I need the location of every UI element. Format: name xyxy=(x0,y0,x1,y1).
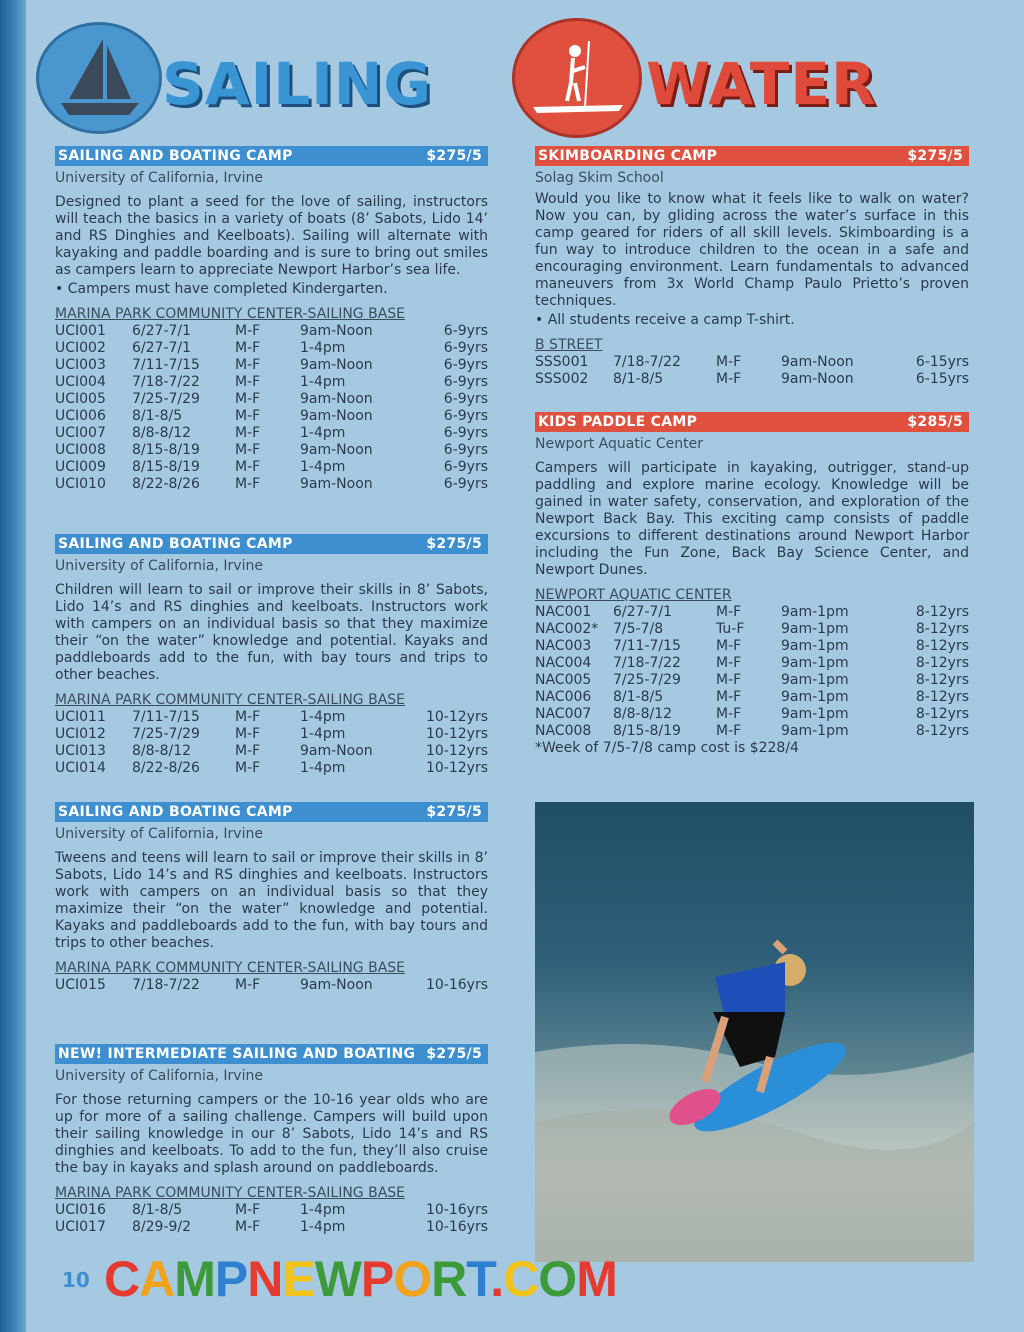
camp-description: Children will learn to sail or improve their skills in 8’ Sabots, Lido 14’s and RS dinghies and keelboats. Instructors work with campers on an individual basis so that they maximize their “on the water” knowledge and potential. Kayaks and paddleboards add to the fun, with bay tours and trips to other beaches. xyxy=(55,582,488,683)
session-days: M-F xyxy=(716,723,742,739)
session-code: UCI006 xyxy=(55,408,106,424)
session-row xyxy=(55,425,488,442)
session-time: 9am-1pm xyxy=(781,723,849,739)
session-days: M-F xyxy=(716,655,742,671)
camp-section-1 xyxy=(55,146,488,493)
logo-letter: C xyxy=(503,1251,539,1307)
session-time: 1-4pm xyxy=(300,1202,346,1218)
session-code: UCI008 xyxy=(55,442,106,458)
session-row xyxy=(55,459,488,476)
camp-price: $275/5 xyxy=(907,148,963,164)
session-days: M-F xyxy=(235,374,261,390)
camp-bullet: • Campers must have completed Kindergarten. xyxy=(55,281,388,297)
camp-description: Campers will participate in kayaking, outrigger, stand-up paddling and explore marine ecology. Knowledge will be gained in water safety, conservation, and exploration of the Newport Back Bay. This exciting camp consists of paddle excursions to different destinations around Newport Harbor including the Fun Zone, Back Bay Science Center, and Newport Dunes. xyxy=(535,460,969,578)
session-code: UCI001 xyxy=(55,323,106,339)
session-ages: 8-12yrs xyxy=(915,655,969,671)
session-dates: 7/11-7/15 xyxy=(132,357,200,373)
session-table xyxy=(55,1202,488,1236)
camp-title: SAILING AND BOATING CAMP xyxy=(58,148,293,164)
session-days: M-F xyxy=(235,442,261,458)
session-ages: 6-9yrs xyxy=(443,408,488,424)
logo-letter: C xyxy=(104,1251,140,1307)
session-ages: 8-12yrs xyxy=(915,706,969,722)
session-time: 1-4pm xyxy=(300,340,346,356)
camp-provider: Solag Skim School xyxy=(535,170,664,186)
session-ages: 10-12yrs xyxy=(425,726,488,742)
session-time: 9am-Noon xyxy=(300,391,373,407)
session-days: M-F xyxy=(235,709,261,725)
session-code: NAC005 xyxy=(535,672,592,688)
session-days: M-F xyxy=(716,689,742,705)
session-time: 9am-Noon xyxy=(300,476,373,492)
session-time: 1-4pm xyxy=(300,709,346,725)
session-code: NAC006 xyxy=(535,689,592,705)
paddleboarder-icon xyxy=(512,18,642,138)
camp-note: *Week of 7/5-7/8 camp cost is $228/4 xyxy=(535,740,799,756)
camp-title: NEW! INTERMEDIATE SAILING AND BOATING xyxy=(58,1046,416,1062)
session-code: NAC007 xyxy=(535,706,592,722)
session-days: M-F xyxy=(716,371,742,387)
session-ages: 10-16yrs xyxy=(425,977,488,993)
logo-letter: E xyxy=(282,1251,315,1307)
session-time: 9am-1pm xyxy=(781,655,849,671)
session-time: 1-4pm xyxy=(300,726,346,742)
camp-provider: Newport Aquatic Center xyxy=(535,436,703,452)
session-code: UCI013 xyxy=(55,743,106,759)
session-row xyxy=(535,706,969,723)
session-time: 1-4pm xyxy=(300,760,346,776)
session-days: M-F xyxy=(235,323,261,339)
camp-section-4 xyxy=(55,1044,488,1236)
session-code: NAC001 xyxy=(535,604,592,620)
session-row xyxy=(535,723,969,740)
session-time: 9am-1pm xyxy=(781,706,849,722)
session-time: 9am-Noon xyxy=(781,371,854,387)
session-row xyxy=(55,340,488,357)
logo-letter: M xyxy=(576,1251,617,1307)
session-code: UCI017 xyxy=(55,1219,106,1235)
session-dates: 7/18-7/22 xyxy=(613,354,681,370)
session-time: 9am-1pm xyxy=(781,604,849,620)
session-code: SSS002 xyxy=(535,371,589,387)
session-ages: 10-16yrs xyxy=(425,1219,488,1235)
session-ages: 10-12yrs xyxy=(425,709,488,725)
session-code: NAC003 xyxy=(535,638,592,654)
session-ages: 6-9yrs xyxy=(443,340,488,356)
session-row xyxy=(55,1219,488,1236)
camp-provider: University of California, Irvine xyxy=(55,1068,263,1084)
camp-section-3 xyxy=(55,802,488,994)
session-table xyxy=(55,709,488,777)
session-days: M-F xyxy=(716,638,742,654)
logo-letter: . xyxy=(490,1251,504,1307)
session-ages: 6-9yrs xyxy=(443,425,488,441)
camp-bullet: • All students receive a camp T-shirt. xyxy=(535,312,795,328)
session-time: 9am-Noon xyxy=(300,442,373,458)
session-days: Tu-F xyxy=(716,621,745,637)
session-code: UCI012 xyxy=(55,726,106,742)
session-code: UCI004 xyxy=(55,374,106,390)
session-time: 9am-Noon xyxy=(300,357,373,373)
session-dates: 7/18-7/22 xyxy=(613,655,681,671)
session-time: 1-4pm xyxy=(300,459,346,475)
session-time: 9am-Noon xyxy=(781,354,854,370)
camp-description: Designed to plant a seed for the love of sailing, instructors will teach the basics in a variety of boats (8’ Sabots, Lido 14’ and RS Dinghies and Keelboats). Sailing will alternate with kayaking and paddle boarding and is sure to bring out smiles as campers learn to appreciate Newport Harbor’s sea life. xyxy=(55,194,488,278)
session-dates: 8/29-9/2 xyxy=(132,1219,192,1235)
session-days: M-F xyxy=(235,1202,261,1218)
session-code: UCI010 xyxy=(55,476,106,492)
session-time: 9am-1pm xyxy=(781,689,849,705)
session-dates: 6/27-7/1 xyxy=(132,340,192,356)
session-code: UCI009 xyxy=(55,459,106,475)
session-days: M-F xyxy=(235,459,261,475)
camp-price: $275/5 xyxy=(426,536,482,552)
session-code: UCI007 xyxy=(55,425,106,441)
session-time: 9am-Noon xyxy=(300,743,373,759)
session-row xyxy=(55,726,488,743)
camp-location: B STREET xyxy=(535,337,603,353)
logo-letter: P xyxy=(214,1251,248,1307)
session-ages: 8-12yrs xyxy=(915,638,969,654)
session-days: M-F xyxy=(716,706,742,722)
logo-letter: T xyxy=(466,1251,491,1307)
session-ages: 8-12yrs xyxy=(915,723,969,739)
logo-letter: R xyxy=(431,1251,467,1307)
session-row xyxy=(535,655,969,672)
session-dates: 8/1-8/5 xyxy=(613,371,664,387)
camp-provider: University of California, Irvine xyxy=(55,170,263,186)
camp-description: Tweens and teens will learn to sail or improve their skills in 8’ Sabots, Lido 14’s and RS dinghies and keelboats. Instructors work with campers on an individual basis so that they maximize their “on the water” knowledge and potential. Kayaks and paddleboards add to the fun, with bay tours and trips to other beaches. xyxy=(55,850,488,951)
session-ages: 8-12yrs xyxy=(915,604,969,620)
session-dates: 8/15-8/19 xyxy=(613,723,681,739)
logo-letter: N xyxy=(247,1251,283,1307)
session-row xyxy=(55,323,488,340)
camp-price: $275/5 xyxy=(426,804,482,820)
session-days: M-F xyxy=(235,1219,261,1235)
session-code: NAC008 xyxy=(535,723,592,739)
camp-title: SAILING AND BOATING CAMP xyxy=(58,804,293,820)
session-time: 9am-1pm xyxy=(781,672,849,688)
camp-provider: University of California, Irvine xyxy=(55,558,263,574)
logo-letter: O xyxy=(393,1251,432,1307)
session-ages: 6-15yrs xyxy=(915,354,969,370)
session-days: M-F xyxy=(716,672,742,688)
session-time: 9am-Noon xyxy=(300,323,373,339)
session-row xyxy=(535,689,969,706)
camp-title-bar xyxy=(55,534,488,554)
session-table xyxy=(55,977,488,994)
session-row xyxy=(535,672,969,689)
session-table xyxy=(55,323,488,493)
session-ages: 6-9yrs xyxy=(443,442,488,458)
session-row xyxy=(535,354,969,371)
camp-title-bar xyxy=(55,146,488,166)
session-row xyxy=(535,638,969,655)
session-days: M-F xyxy=(235,391,261,407)
skimboarder-photo xyxy=(535,802,974,1262)
session-time: 9am-1pm xyxy=(781,621,849,637)
logo-letter: M xyxy=(174,1251,215,1307)
session-row xyxy=(55,442,488,459)
session-ages: 6-15yrs xyxy=(915,371,969,387)
session-code: UCI005 xyxy=(55,391,106,407)
sailing-title: SAILING xyxy=(162,50,432,118)
session-ages: 6-9yrs xyxy=(443,459,488,475)
camp-location: MARINA PARK COMMUNITY CENTER-SAILING BASE xyxy=(55,960,406,976)
camp-location: MARINA PARK COMMUNITY CENTER-SAILING BASE xyxy=(55,692,406,708)
session-row xyxy=(535,604,969,621)
session-days: M-F xyxy=(235,357,261,373)
session-time: 9am-1pm xyxy=(781,638,849,654)
session-days: M-F xyxy=(235,340,261,356)
session-code: UCI011 xyxy=(55,709,106,725)
session-days: M-F xyxy=(235,476,261,492)
session-dates: 8/1-8/5 xyxy=(613,689,664,705)
session-ages: 10-16yrs xyxy=(425,1202,488,1218)
session-dates: 7/25-7/29 xyxy=(132,391,200,407)
session-dates: 8/22-8/26 xyxy=(132,476,200,492)
logo-letter: P xyxy=(360,1251,394,1307)
camp-location: NEWPORT AQUATIC CENTER xyxy=(535,587,732,603)
camp-price: $275/5 xyxy=(426,148,482,164)
session-row xyxy=(55,408,488,425)
session-days: M-F xyxy=(235,408,261,424)
session-time: 9am-Noon xyxy=(300,977,373,993)
session-row xyxy=(55,476,488,493)
session-ages: 6-9yrs xyxy=(443,391,488,407)
camp-title: KIDS PADDLE CAMP xyxy=(538,414,698,430)
session-table xyxy=(535,354,969,388)
session-dates: 7/25-7/29 xyxy=(613,672,681,688)
session-row xyxy=(55,391,488,408)
session-ages: 6-9yrs xyxy=(443,323,488,339)
session-row xyxy=(535,621,969,638)
camp-title-bar xyxy=(535,146,969,166)
session-row xyxy=(55,760,488,777)
session-time: 1-4pm xyxy=(300,425,346,441)
camp-title-bar xyxy=(55,802,488,822)
session-code: NAC004 xyxy=(535,655,592,671)
session-row xyxy=(55,743,488,760)
camp-title-bar xyxy=(55,1044,488,1064)
session-ages: 8-12yrs xyxy=(915,672,969,688)
session-ages: 6-9yrs xyxy=(443,374,488,390)
camp-description: For those returning campers or the 10-16 year olds who are up for more of a sailing challenge. Campers will build upon their sailing knowledge in our 8’ Sabots, Lido 14’s and RS dinghies and keelboats. To add to the fun, they’ll also cruise the bay in kayaks and splash around on paddleboards. xyxy=(55,1092,488,1176)
session-time: 9am-Noon xyxy=(300,408,373,424)
skimboarding-section xyxy=(535,146,969,388)
water-title: WATER xyxy=(646,50,877,118)
logo-letter: A xyxy=(139,1251,175,1307)
session-days: M-F xyxy=(716,354,742,370)
camp-title: SAILING AND BOATING CAMP xyxy=(58,536,293,552)
session-dates: 8/8-8/12 xyxy=(613,706,673,722)
session-dates: 6/27-7/1 xyxy=(613,604,673,620)
camp-location: MARINA PARK COMMUNITY CENTER-SAILING BASE xyxy=(55,1185,406,1201)
session-days: M-F xyxy=(235,743,261,759)
session-ages: 8-12yrs xyxy=(915,689,969,705)
session-row xyxy=(55,1202,488,1219)
session-code: UCI003 xyxy=(55,357,106,373)
session-dates: 8/1-8/5 xyxy=(132,408,183,424)
session-code: SSS001 xyxy=(535,354,589,370)
session-dates: 7/18-7/22 xyxy=(132,977,200,993)
session-row xyxy=(55,357,488,374)
camp-title: SKIMBOARDING CAMP xyxy=(538,148,718,164)
session-dates: 8/15-8/19 xyxy=(132,442,200,458)
session-days: M-F xyxy=(235,760,261,776)
session-table xyxy=(535,604,969,740)
session-ages: 6-9yrs xyxy=(443,357,488,373)
session-ages: 6-9yrs xyxy=(443,476,488,492)
session-dates: 8/1-8/5 xyxy=(132,1202,183,1218)
session-time: 1-4pm xyxy=(300,374,346,390)
camp-title-bar xyxy=(535,412,969,432)
session-row xyxy=(55,977,488,994)
camp-location: MARINA PARK COMMUNITY CENTER-SAILING BASE xyxy=(55,306,406,322)
session-code: UCI016 xyxy=(55,1202,106,1218)
session-dates: 8/8-8/12 xyxy=(132,743,192,759)
session-dates: 7/11-7/15 xyxy=(613,638,681,654)
session-ages: 8-12yrs xyxy=(915,621,969,637)
session-code: UCI014 xyxy=(55,760,106,776)
page-spine xyxy=(0,0,26,1332)
session-row xyxy=(535,371,969,388)
camp-price: $285/5 xyxy=(907,414,963,430)
camp-provider: University of California, Irvine xyxy=(55,826,263,842)
session-dates: 7/18-7/22 xyxy=(132,374,200,390)
session-row xyxy=(55,709,488,726)
session-dates: 7/11-7/15 xyxy=(132,709,200,725)
session-dates: 8/15-8/19 xyxy=(132,459,200,475)
session-ages: 10-12yrs xyxy=(425,743,488,759)
session-days: M-F xyxy=(716,604,742,620)
camp-section-2 xyxy=(55,534,488,777)
logo-letter: W xyxy=(314,1251,361,1307)
session-days: M-F xyxy=(235,726,261,742)
logo-letter: O xyxy=(538,1251,577,1307)
session-time: 1-4pm xyxy=(300,1219,346,1235)
session-ages: 10-12yrs xyxy=(425,760,488,776)
session-days: M-F xyxy=(235,425,261,441)
page-number: 10 xyxy=(62,1268,90,1292)
session-dates: 8/8-8/12 xyxy=(132,425,192,441)
camp-description: Would you like to know what it feels like to walk on water? Now you can, by gliding across the water’s surface in this camp geared for riders of all skill levels. Skimboarding is a fun way to introduce children to the ocean in a safe and encouraging environment. Learn fundamentals to advanced maneuvers from 3x World Champ Paulo Prietto’s proven techniques. xyxy=(535,191,969,309)
session-dates: 8/22-8/26 xyxy=(132,760,200,776)
session-code: UCI002 xyxy=(55,340,106,356)
camp-newport-logo xyxy=(104,1250,617,1308)
paddle-section xyxy=(535,412,969,757)
session-dates: 7/25-7/29 xyxy=(132,726,200,742)
session-row xyxy=(55,374,488,391)
session-dates: 7/5-7/8 xyxy=(613,621,664,637)
session-dates: 6/27-7/1 xyxy=(132,323,192,339)
session-days: M-F xyxy=(235,977,261,993)
session-code: NAC002* xyxy=(535,621,599,637)
camp-price: $275/5 xyxy=(426,1046,482,1062)
session-code: UCI015 xyxy=(55,977,106,993)
sailboat-icon xyxy=(36,22,162,134)
